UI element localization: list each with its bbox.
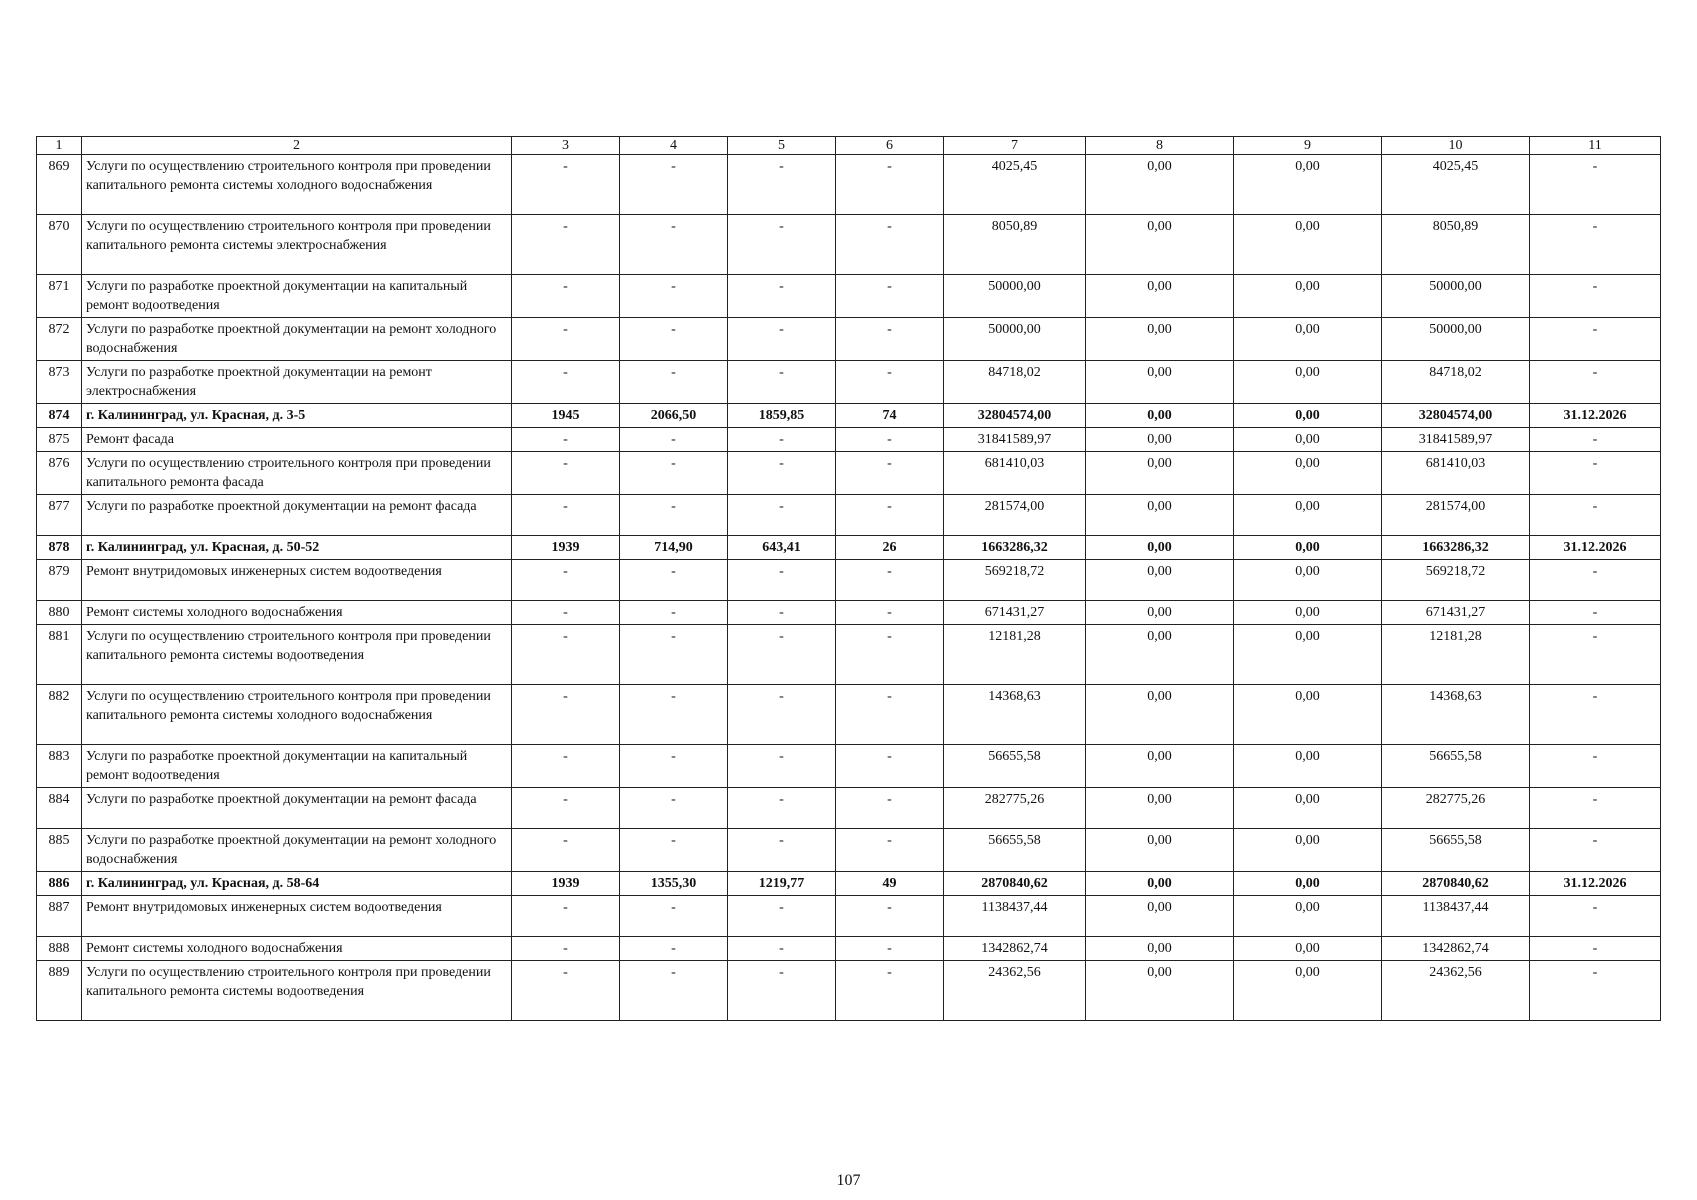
completion-date: - bbox=[1530, 155, 1661, 215]
cost-fund-a: 0,00 bbox=[1086, 601, 1234, 625]
row-description: Ремонт системы холодного водоснабжения bbox=[82, 937, 512, 961]
cost-fund-a: 0,00 bbox=[1086, 560, 1234, 601]
cost-owners: 569218,72 bbox=[1382, 560, 1530, 601]
cost-fund-b: 0,00 bbox=[1234, 318, 1382, 361]
year-built: - bbox=[512, 896, 620, 937]
cost-total: 1138437,44 bbox=[944, 896, 1086, 937]
total-area: - bbox=[620, 601, 728, 625]
year-built: - bbox=[512, 601, 620, 625]
row-description: Ремонт внутридомовых инженерных систем водоотведения bbox=[82, 896, 512, 937]
residents-count: - bbox=[836, 495, 944, 536]
row-description: Услуги по осуществлению строительного контроля при проведении капитального ремонта фасада bbox=[82, 452, 512, 495]
row-description: г. Калининград, ул. Красная, д. 58-64 bbox=[82, 872, 512, 896]
completion-date: - bbox=[1530, 361, 1661, 404]
cost-fund-a: 0,00 bbox=[1086, 361, 1234, 404]
living-area: - bbox=[728, 155, 836, 215]
total-area: 714,90 bbox=[620, 536, 728, 560]
completion-date: - bbox=[1530, 896, 1661, 937]
completion-date: - bbox=[1530, 788, 1661, 829]
table-row bbox=[37, 560, 1661, 601]
cost-fund-a: 0,00 bbox=[1086, 937, 1234, 961]
year-built: 1939 bbox=[512, 536, 620, 560]
cost-owners: 8050,89 bbox=[1382, 215, 1530, 275]
cost-owners: 282775,26 bbox=[1382, 788, 1530, 829]
year-built: - bbox=[512, 625, 620, 685]
table-row bbox=[37, 937, 1661, 961]
cost-owners: 1663286,32 bbox=[1382, 536, 1530, 560]
total-area: 2066,50 bbox=[620, 404, 728, 428]
completion-date: - bbox=[1530, 452, 1661, 495]
cost-total: 31841589,97 bbox=[944, 428, 1086, 452]
cost-total: 50000,00 bbox=[944, 275, 1086, 318]
residents-count: - bbox=[836, 560, 944, 601]
cost-fund-b: 0,00 bbox=[1234, 275, 1382, 318]
table-row bbox=[37, 275, 1661, 318]
year-built: - bbox=[512, 361, 620, 404]
column-number: 10 bbox=[1382, 137, 1530, 155]
residents-count: - bbox=[836, 625, 944, 685]
cost-owners: 2870840,62 bbox=[1382, 872, 1530, 896]
completion-date: - bbox=[1530, 601, 1661, 625]
row-number: 881 bbox=[37, 625, 82, 685]
cost-total: 50000,00 bbox=[944, 318, 1086, 361]
cost-total: 1663286,32 bbox=[944, 536, 1086, 560]
residents-count: - bbox=[836, 829, 944, 872]
total-area: - bbox=[620, 452, 728, 495]
row-description: Услуги по осуществлению строительного контроля при проведении капитального ремонта системы водоотведения bbox=[82, 625, 512, 685]
living-area: 1859,85 bbox=[728, 404, 836, 428]
cost-fund-b: 0,00 bbox=[1234, 872, 1382, 896]
row-number: 875 bbox=[37, 428, 82, 452]
residents-count: - bbox=[836, 452, 944, 495]
cost-fund-a: 0,00 bbox=[1086, 452, 1234, 495]
cost-total: 671431,27 bbox=[944, 601, 1086, 625]
cost-fund-a: 0,00 bbox=[1086, 745, 1234, 788]
completion-date: - bbox=[1530, 428, 1661, 452]
completion-date: - bbox=[1530, 318, 1661, 361]
cost-fund-a: 0,00 bbox=[1086, 625, 1234, 685]
cost-total: 281574,00 bbox=[944, 495, 1086, 536]
living-area: - bbox=[728, 829, 836, 872]
residents-count: - bbox=[836, 318, 944, 361]
cost-fund-a: 0,00 bbox=[1086, 404, 1234, 428]
residents-count: - bbox=[836, 745, 944, 788]
cost-fund-b: 0,00 bbox=[1234, 560, 1382, 601]
living-area: - bbox=[728, 601, 836, 625]
living-area: - bbox=[728, 361, 836, 404]
cost-fund-a: 0,00 bbox=[1086, 536, 1234, 560]
cost-fund-a: 0,00 bbox=[1086, 155, 1234, 215]
cost-fund-a: 0,00 bbox=[1086, 788, 1234, 829]
row-description: Услуги по осуществлению строительного контроля при проведении капитального ремонта системы холодного водоснабжения bbox=[82, 155, 512, 215]
column-number: 5 bbox=[728, 137, 836, 155]
residents-count: - bbox=[836, 155, 944, 215]
completion-date: - bbox=[1530, 685, 1661, 745]
living-area: - bbox=[728, 745, 836, 788]
living-area: - bbox=[728, 788, 836, 829]
residents-count: - bbox=[836, 896, 944, 937]
completion-date: - bbox=[1530, 560, 1661, 601]
cost-fund-a: 0,00 bbox=[1086, 495, 1234, 536]
residents-count: - bbox=[836, 428, 944, 452]
cost-owners: 24362,56 bbox=[1382, 961, 1530, 1021]
row-number: 872 bbox=[37, 318, 82, 361]
table-row bbox=[37, 495, 1661, 536]
row-number: 873 bbox=[37, 361, 82, 404]
year-built: - bbox=[512, 155, 620, 215]
row-number: 889 bbox=[37, 961, 82, 1021]
total-area: - bbox=[620, 560, 728, 601]
register-table bbox=[36, 136, 1661, 1021]
residents-count: 74 bbox=[836, 404, 944, 428]
table-row bbox=[37, 745, 1661, 788]
total-area: - bbox=[620, 937, 728, 961]
row-number: 871 bbox=[37, 275, 82, 318]
cost-owners: 50000,00 bbox=[1382, 318, 1530, 361]
residents-count: 49 bbox=[836, 872, 944, 896]
total-area: - bbox=[620, 625, 728, 685]
table-row bbox=[37, 788, 1661, 829]
row-number: 888 bbox=[37, 937, 82, 961]
row-number: 879 bbox=[37, 560, 82, 601]
column-number: 9 bbox=[1234, 137, 1382, 155]
year-built: - bbox=[512, 452, 620, 495]
row-description: Услуги по разработке проектной документации на капитальный ремонт водоотведения bbox=[82, 275, 512, 318]
cost-total: 56655,58 bbox=[944, 745, 1086, 788]
cost-total: 12181,28 bbox=[944, 625, 1086, 685]
row-number: 869 bbox=[37, 155, 82, 215]
residents-count: 26 bbox=[836, 536, 944, 560]
table-row bbox=[37, 404, 1661, 428]
row-number: 877 bbox=[37, 495, 82, 536]
living-area: 643,41 bbox=[728, 536, 836, 560]
total-area: - bbox=[620, 896, 728, 937]
cost-fund-b: 0,00 bbox=[1234, 495, 1382, 536]
year-built: 1939 bbox=[512, 872, 620, 896]
cost-fund-a: 0,00 bbox=[1086, 896, 1234, 937]
cost-fund-b: 0,00 bbox=[1234, 788, 1382, 829]
cost-owners: 1138437,44 bbox=[1382, 896, 1530, 937]
completion-date: - bbox=[1530, 495, 1661, 536]
year-built: - bbox=[512, 495, 620, 536]
row-number: 874 bbox=[37, 404, 82, 428]
residents-count: - bbox=[836, 601, 944, 625]
cost-fund-b: 0,00 bbox=[1234, 428, 1382, 452]
row-number: 880 bbox=[37, 601, 82, 625]
residents-count: - bbox=[836, 361, 944, 404]
row-description: Услуги по разработке проектной документации на ремонт холодного водоснабжения bbox=[82, 829, 512, 872]
cost-owners: 1342862,74 bbox=[1382, 937, 1530, 961]
cost-fund-b: 0,00 bbox=[1234, 361, 1382, 404]
total-area: - bbox=[620, 428, 728, 452]
cost-fund-b: 0,00 bbox=[1234, 896, 1382, 937]
row-description: Услуги по разработке проектной документации на ремонт фасада bbox=[82, 495, 512, 536]
living-area: - bbox=[728, 937, 836, 961]
row-description: г. Калининград, ул. Красная, д. 3-5 bbox=[82, 404, 512, 428]
residents-count: - bbox=[836, 685, 944, 745]
residents-count: - bbox=[836, 215, 944, 275]
cost-fund-a: 0,00 bbox=[1086, 318, 1234, 361]
row-description: г. Калининград, ул. Красная, д. 50-52 bbox=[82, 536, 512, 560]
column-number: 11 bbox=[1530, 137, 1661, 155]
cost-total: 569218,72 bbox=[944, 560, 1086, 601]
total-area: 1355,30 bbox=[620, 872, 728, 896]
cost-total: 2870840,62 bbox=[944, 872, 1086, 896]
cost-owners: 31841589,97 bbox=[1382, 428, 1530, 452]
cost-owners: 56655,58 bbox=[1382, 745, 1530, 788]
row-number: 884 bbox=[37, 788, 82, 829]
cost-total: 4025,45 bbox=[944, 155, 1086, 215]
column-number: 4 bbox=[620, 137, 728, 155]
table-row bbox=[37, 625, 1661, 685]
table-row bbox=[37, 961, 1661, 1021]
row-number: 886 bbox=[37, 872, 82, 896]
residents-count: - bbox=[836, 961, 944, 1021]
total-area: - bbox=[620, 788, 728, 829]
living-area: - bbox=[728, 275, 836, 318]
cost-fund-b: 0,00 bbox=[1234, 937, 1382, 961]
row-description: Услуги по осуществлению строительного контроля при проведении капитального ремонта системы холодного водоснабжения bbox=[82, 685, 512, 745]
cost-owners: 14368,63 bbox=[1382, 685, 1530, 745]
row-number: 870 bbox=[37, 215, 82, 275]
cost-total: 8050,89 bbox=[944, 215, 1086, 275]
completion-date: - bbox=[1530, 275, 1661, 318]
total-area: - bbox=[620, 745, 728, 788]
residents-count: - bbox=[836, 275, 944, 318]
completion-date: 31.12.2026 bbox=[1530, 404, 1661, 428]
table-row bbox=[37, 318, 1661, 361]
living-area: - bbox=[728, 961, 836, 1021]
column-number: 3 bbox=[512, 137, 620, 155]
year-built: - bbox=[512, 560, 620, 601]
row-number: 885 bbox=[37, 829, 82, 872]
cost-owners: 32804574,00 bbox=[1382, 404, 1530, 428]
total-area: - bbox=[620, 495, 728, 536]
living-area: - bbox=[728, 452, 836, 495]
cost-fund-b: 0,00 bbox=[1234, 404, 1382, 428]
cost-total: 282775,26 bbox=[944, 788, 1086, 829]
completion-date: 31.12.2026 bbox=[1530, 536, 1661, 560]
total-area: - bbox=[620, 155, 728, 215]
living-area: - bbox=[728, 625, 836, 685]
living-area: - bbox=[728, 428, 836, 452]
table-row bbox=[37, 361, 1661, 404]
living-area: 1219,77 bbox=[728, 872, 836, 896]
row-description: Ремонт системы холодного водоснабжения bbox=[82, 601, 512, 625]
residents-count: - bbox=[836, 937, 944, 961]
total-area: - bbox=[620, 961, 728, 1021]
table-row bbox=[37, 452, 1661, 495]
completion-date: - bbox=[1530, 625, 1661, 685]
row-description: Услуги по осуществлению строительного контроля при проведении капитального ремонта системы водоотведения bbox=[82, 961, 512, 1021]
cost-fund-b: 0,00 bbox=[1234, 829, 1382, 872]
year-built: - bbox=[512, 745, 620, 788]
year-built: 1945 bbox=[512, 404, 620, 428]
row-description: Услуги по разработке проектной документации на ремонт фасада bbox=[82, 788, 512, 829]
cost-fund-a: 0,00 bbox=[1086, 961, 1234, 1021]
row-description: Услуги по разработке проектной документации на ремонт холодного водоснабжения bbox=[82, 318, 512, 361]
cost-total: 1342862,74 bbox=[944, 937, 1086, 961]
living-area: - bbox=[728, 685, 836, 745]
completion-date: - bbox=[1530, 215, 1661, 275]
total-area: - bbox=[620, 361, 728, 404]
cost-fund-b: 0,00 bbox=[1234, 961, 1382, 1021]
row-number: 882 bbox=[37, 685, 82, 745]
cost-fund-b: 0,00 bbox=[1234, 601, 1382, 625]
year-built: - bbox=[512, 275, 620, 318]
total-area: - bbox=[620, 685, 728, 745]
cost-owners: 84718,02 bbox=[1382, 361, 1530, 404]
year-built: - bbox=[512, 961, 620, 1021]
cost-fund-a: 0,00 bbox=[1086, 872, 1234, 896]
living-area: - bbox=[728, 560, 836, 601]
row-description: Услуги по осуществлению строительного контроля при проведении капитального ремонта системы электроснабжения bbox=[82, 215, 512, 275]
completion-date: 31.12.2026 bbox=[1530, 872, 1661, 896]
column-number: 2 bbox=[82, 137, 512, 155]
cost-total: 14368,63 bbox=[944, 685, 1086, 745]
cost-total: 24362,56 bbox=[944, 961, 1086, 1021]
cost-owners: 4025,45 bbox=[1382, 155, 1530, 215]
cost-fund-b: 0,00 bbox=[1234, 215, 1382, 275]
row-number: 876 bbox=[37, 452, 82, 495]
cost-owners: 50000,00 bbox=[1382, 275, 1530, 318]
completion-date: - bbox=[1530, 937, 1661, 961]
table-row bbox=[37, 829, 1661, 872]
cost-owners: 56655,58 bbox=[1382, 829, 1530, 872]
cost-owners: 671431,27 bbox=[1382, 601, 1530, 625]
table-row bbox=[37, 601, 1661, 625]
living-area: - bbox=[728, 318, 836, 361]
row-description: Ремонт внутридомовых инженерных систем водоотведения bbox=[82, 560, 512, 601]
cost-fund-a: 0,00 bbox=[1086, 215, 1234, 275]
cost-fund-b: 0,00 bbox=[1234, 452, 1382, 495]
table-row bbox=[37, 428, 1661, 452]
row-description: Услуги по разработке проектной документации на ремонт электроснабжения bbox=[82, 361, 512, 404]
living-area: - bbox=[728, 495, 836, 536]
cost-fund-b: 0,00 bbox=[1234, 536, 1382, 560]
page-number: 107 bbox=[836, 1172, 861, 1189]
column-number-row bbox=[37, 137, 1661, 155]
row-number: 883 bbox=[37, 745, 82, 788]
year-built: - bbox=[512, 685, 620, 745]
year-built: - bbox=[512, 318, 620, 361]
row-description: Услуги по разработке проектной документации на капитальный ремонт водоотведения bbox=[82, 745, 512, 788]
column-number: 8 bbox=[1086, 137, 1234, 155]
cost-fund-a: 0,00 bbox=[1086, 829, 1234, 872]
cost-owners: 281574,00 bbox=[1382, 495, 1530, 536]
year-built: - bbox=[512, 215, 620, 275]
cost-total: 56655,58 bbox=[944, 829, 1086, 872]
cost-total: 84718,02 bbox=[944, 361, 1086, 404]
table-row bbox=[37, 872, 1661, 896]
table-row bbox=[37, 155, 1661, 215]
cost-total: 32804574,00 bbox=[944, 404, 1086, 428]
table-row bbox=[37, 896, 1661, 937]
table-body bbox=[37, 137, 1661, 1021]
residents-count: - bbox=[836, 788, 944, 829]
cost-total: 681410,03 bbox=[944, 452, 1086, 495]
cost-fund-b: 0,00 bbox=[1234, 155, 1382, 215]
table-row bbox=[37, 215, 1661, 275]
total-area: - bbox=[620, 829, 728, 872]
cost-owners: 681410,03 bbox=[1382, 452, 1530, 495]
cost-fund-b: 0,00 bbox=[1234, 625, 1382, 685]
total-area: - bbox=[620, 215, 728, 275]
living-area: - bbox=[728, 215, 836, 275]
completion-date: - bbox=[1530, 829, 1661, 872]
table-row bbox=[37, 685, 1661, 745]
total-area: - bbox=[620, 318, 728, 361]
table-row bbox=[37, 536, 1661, 560]
year-built: - bbox=[512, 829, 620, 872]
cost-fund-a: 0,00 bbox=[1086, 428, 1234, 452]
total-area: - bbox=[620, 275, 728, 318]
row-number: 878 bbox=[37, 536, 82, 560]
cost-fund-b: 0,00 bbox=[1234, 745, 1382, 788]
cost-fund-a: 0,00 bbox=[1086, 685, 1234, 745]
column-number: 6 bbox=[836, 137, 944, 155]
completion-date: - bbox=[1530, 961, 1661, 1021]
year-built: - bbox=[512, 937, 620, 961]
cost-owners: 12181,28 bbox=[1382, 625, 1530, 685]
cost-fund-b: 0,00 bbox=[1234, 685, 1382, 745]
column-number: 7 bbox=[944, 137, 1086, 155]
cost-fund-a: 0,00 bbox=[1086, 275, 1234, 318]
year-built: - bbox=[512, 788, 620, 829]
column-number: 1 bbox=[37, 137, 82, 155]
year-built: - bbox=[512, 428, 620, 452]
living-area: - bbox=[728, 896, 836, 937]
completion-date: - bbox=[1530, 745, 1661, 788]
row-number: 887 bbox=[37, 896, 82, 937]
row-description: Ремонт фасада bbox=[82, 428, 512, 452]
